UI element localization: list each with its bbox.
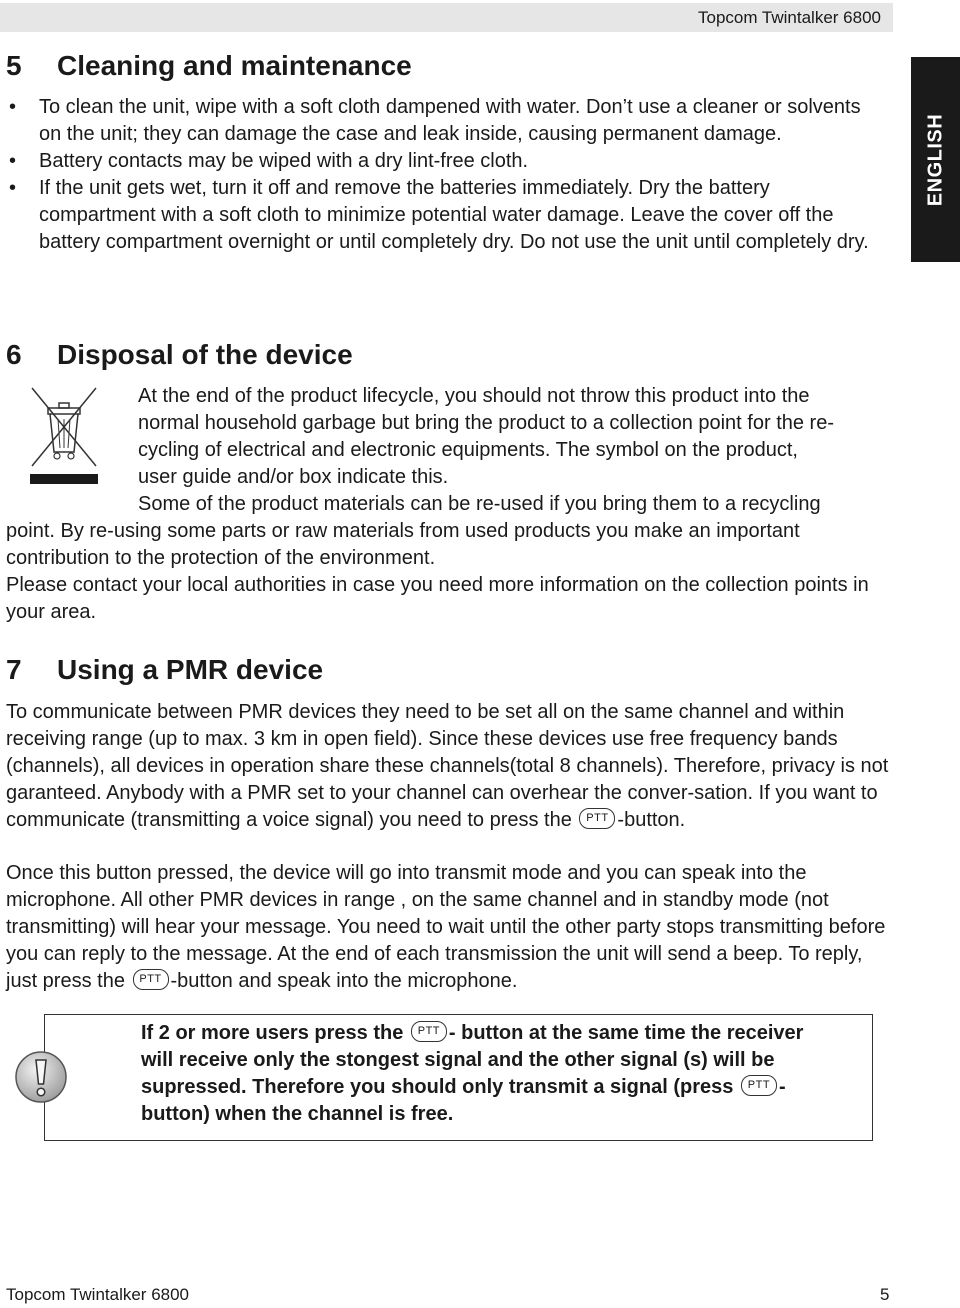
disposal-line: At the end of the product lifecycle, you should not throw this product into the (138, 385, 810, 407)
disposal-line: normal household garbage but bring the product to a collection point for the re- (138, 412, 834, 434)
ptt-button-icon: PTT (133, 969, 169, 990)
notice-text: If 2 or more users press the PTT - button at the same time the receiver will receive only the stongest signal and the other signal (s) will be supressed. Therefore you should only transmit a signal (press PTT - button) when the channel is free. (141, 1022, 804, 1125)
disposal-line: Some of the product materials can be re-used if you bring them to a recycling (138, 493, 821, 515)
list-item: • If the unit gets wet, turn it off and remove the batteries immediately. Dry the battery compartment with a soft cloth to minimize potential water damage. Leave the cover off the battery compartment overnight or until completely dry. Do not use the unit until completely dry. (6, 175, 876, 256)
ptt-button-icon: PTT (741, 1075, 777, 1096)
language-tab-label: ENGLISH (924, 113, 946, 206)
disposal-line: user guide and/or box indicate this. (138, 466, 449, 488)
pmr-paragraph-1: To communicate between PMR devices they need to be set all on the same channel and within receiving range (up to max. 3 km in open field). Since these devices use free frequency bands (channels), all devices in operation share these channels(total 8 channels). Therefore, privacy is not garanteed. Anybody with a PMR set to your channel can overhear the conver-sation. If you want to communicate (transmitting a voice signal) you need to press the PTT -button. (6, 701, 889, 831)
section-7-heading: 7 Using a PMR device (6, 654, 324, 685)
section-6-heading: 6 Disposal of the device (6, 339, 353, 370)
exclamation-warning-icon (14, 1050, 68, 1104)
language-tab (911, 57, 960, 262)
footer-title: Topcom Twintalker 6800 (6, 1285, 190, 1304)
list-item: • Battery contacts may be wiped with a dry lint-free cloth. (6, 148, 876, 175)
disposal-paragraph: point. By re-using some parts or raw materials from used products you make an important contribution to the protection of the environment. (6, 520, 800, 569)
header-title: Topcom Twintalker 6800 (697, 8, 881, 27)
cleaning-list (6, 94, 876, 256)
pmr-paragraph-2: Once this button pressed, the device will go into transmit mode and you can speak into the microphone. All other PMR devices in range , on the same channel and in standby mode (not transmitting) will hear your message. You need to wait until the other party stops transmitting before you can reply to the message. At the end of each transmission the unit will send a beep. To reply, just press the PTT -button and speak into the microphone. (6, 862, 886, 992)
ptt-button-icon: PTT (411, 1021, 447, 1042)
disposal-contact-paragraph: Please contact your local authorities in case you need more information on the collection points in your area. (6, 574, 869, 623)
ptt-button-icon: PTT (579, 808, 615, 829)
page-number: 5 (880, 1285, 890, 1304)
section-5-heading: 5 Cleaning and maintenance (6, 50, 412, 81)
list-item: • To clean the unit, wipe with a soft cloth dampened with water. Don’t use a cleaner or solvents on the unit; they can damage the case and leak inside, causing permanent damage. (6, 94, 876, 148)
disposal-line: cycling of electrical and electronic equipments. The symbol on the product, (138, 439, 798, 461)
weee-crossed-bin-icon (30, 386, 98, 486)
header-bar (0, 3, 893, 32)
